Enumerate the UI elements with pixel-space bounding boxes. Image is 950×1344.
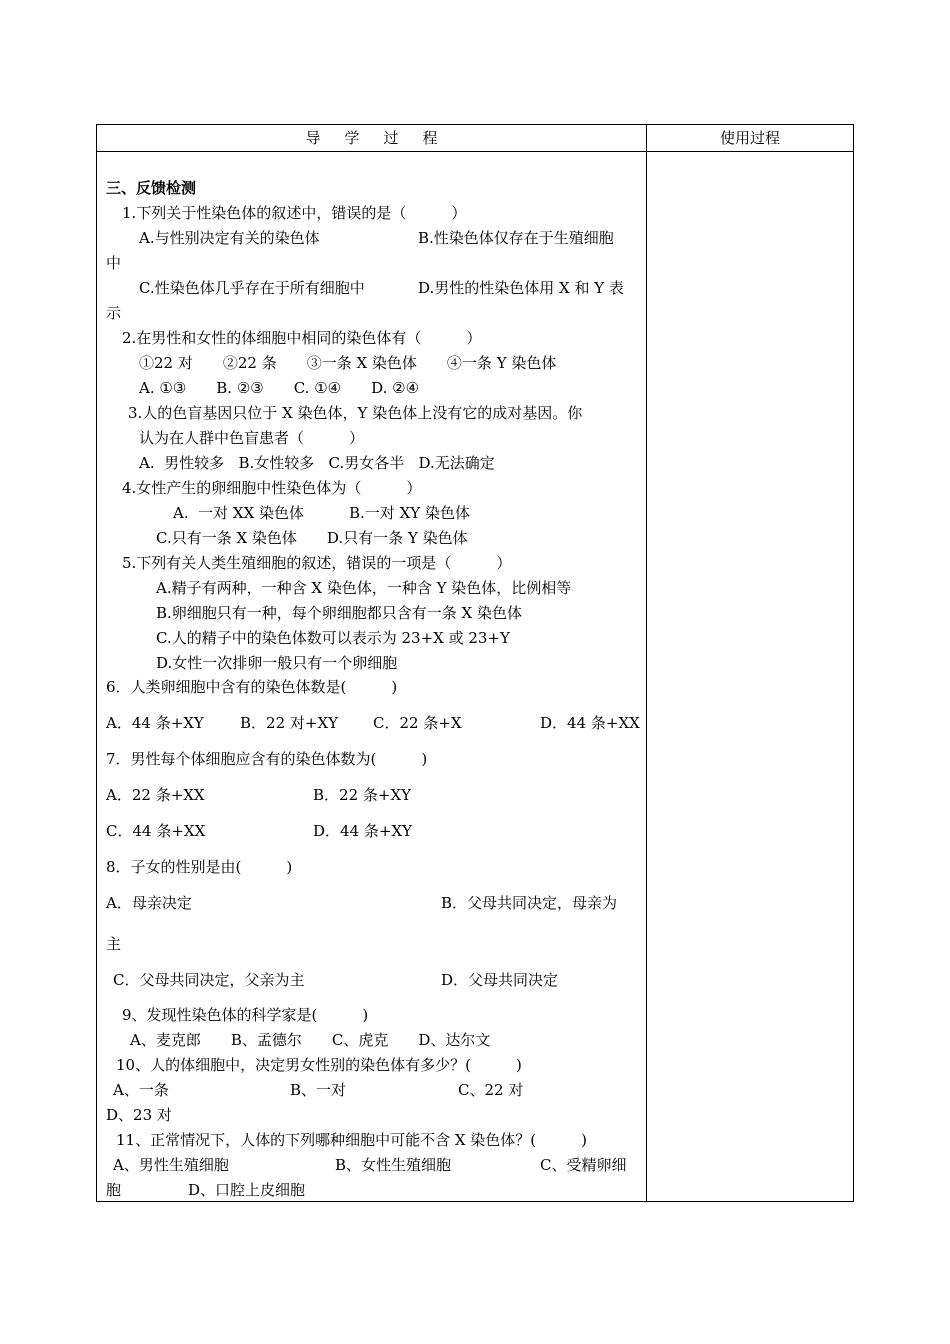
section-title: 三、反馈检测 [106,179,197,197]
q7-option-a: A．22 条+XX [106,786,205,804]
q5-option-b: B.卵细胞只有一种，每个卵细胞都只含有一条 X 染色体 [156,604,523,622]
q7-stem: 7．男性每个体细胞应含有的染色体数为( ) [106,750,428,768]
q8-stem: 8．子女的性别是由( ) [106,858,293,876]
q8-option-d: D．父母共同决定 [441,971,559,989]
q7-option-c: C．44 条+XX [106,822,206,840]
q1-option-c: C.性染色体几乎存在于所有细胞中 [139,279,365,297]
header-guide-process: 导学过程 [305,129,462,147]
q3-stem-wrap: 认为在人群中色盲患者（ ） [139,429,365,447]
q10-option-b: B、一对 [290,1081,347,1099]
q10-option-a: A、一条 [113,1081,169,1099]
q11-stem: 11、正常情况下，人体的下列哪种细胞中可能不含 X 染色体？( ) [116,1131,588,1149]
q2-options: A. ①③ B. ②③ C. ①④ D. ②④ [139,379,420,397]
q10-option-d: D、23 对 [106,1106,172,1124]
q2-items: ①22 对 ②22 条 ③一条 X 染色体 ④一条 Y 染色体 [139,354,557,372]
q6-option-b: B．22 对+XY [240,714,339,732]
q1-option-d: D.男性的性染色体用 X 和 Y 表 [418,279,624,297]
q3-options: A. 男性较多 B.女性较多 C.男女各半 D.无法确定 [139,454,495,472]
q5-option-d: D.女性一次排卵一般只有一个卵细胞 [156,654,398,672]
q11-option-c-wrap: 胞 [106,1181,122,1199]
q6-stem: 6．人类卵细胞中含有的染色体数是( ) [106,678,398,696]
q8-option-c: C．父母共同决定，父亲为主 [113,971,305,989]
q3-stem: 3.人的色盲基因只位于 X 染色体，Y 染色体上没有它的成对基因。你 [128,404,583,422]
q4-options-cd: C.只有一条 X 染色体 D.只有一条 Y 染色体 [156,529,468,547]
q9-options: A、麦克郎 B、孟德尔 C、虎克 D、达尔文 [130,1031,491,1049]
q1-option-d-wrap: 示 [106,304,122,322]
q10-stem: 10、人的体细胞中，决定男女性别的染色体有多少？( ) [116,1056,522,1074]
q10-option-c: C、22 对 [458,1081,524,1099]
q7-option-b: B．22 条+XY [313,786,412,804]
q6-option-d: D．44 条+XX [540,714,640,732]
q8-option-a: A．母亲决定 [106,894,192,912]
q6-option-a: A．44 条+XY [106,714,204,732]
q4-stem: 4.女性产生的卵细胞中性染色体为（ ） [122,479,422,497]
q4-options-ab: A. 一对 XX 染色体 B.一对 XY 染色体 [173,504,470,522]
q9-stem: 9、发现性染色体的科学家是( ) [122,1006,369,1024]
header-divider [97,151,853,152]
q7-option-d: D．44 条+XY [313,822,413,840]
q5-option-c: C.人的精子中的染色体数可以表示为 23+X 或 23+Y [156,629,510,647]
header-usage-process: 使用过程 [719,129,780,147]
q8-option-b: B．父母共同决定，母亲为 [441,894,618,912]
q11-option-a: A、男性生殖细胞 [113,1156,229,1174]
q1-option-a: A.与性别决定有关的染色体 [139,229,320,247]
q11-option-d: D、口腔上皮细胞 [188,1181,306,1199]
q8-option-b-wrap: 主 [106,935,122,953]
q11-option-c: C、受精卵细 [540,1156,627,1174]
q1-stem: 1.下列关于性染色体的叙述中，错误的是（ ） [122,204,467,222]
q11-option-b: B、女性生殖细胞 [335,1156,452,1174]
q1-option-b: B.性染色体仅存在于生殖细胞 [418,229,614,247]
q5-stem: 5.下列有关人类生殖细胞的叙述，错误的一项是（ ） [122,554,512,572]
q2-stem: 2.在男性和女性的体细胞中相同的染色体有（ ） [122,329,482,347]
q5-option-a: A.精子有两种，一种含 X 染色体，一种含 Y 染色体，比例相等 [156,579,572,597]
q6-option-c: C．22 条+X [373,714,462,732]
column-divider [646,125,647,1201]
q1-option-b-wrap: 中 [106,254,122,272]
